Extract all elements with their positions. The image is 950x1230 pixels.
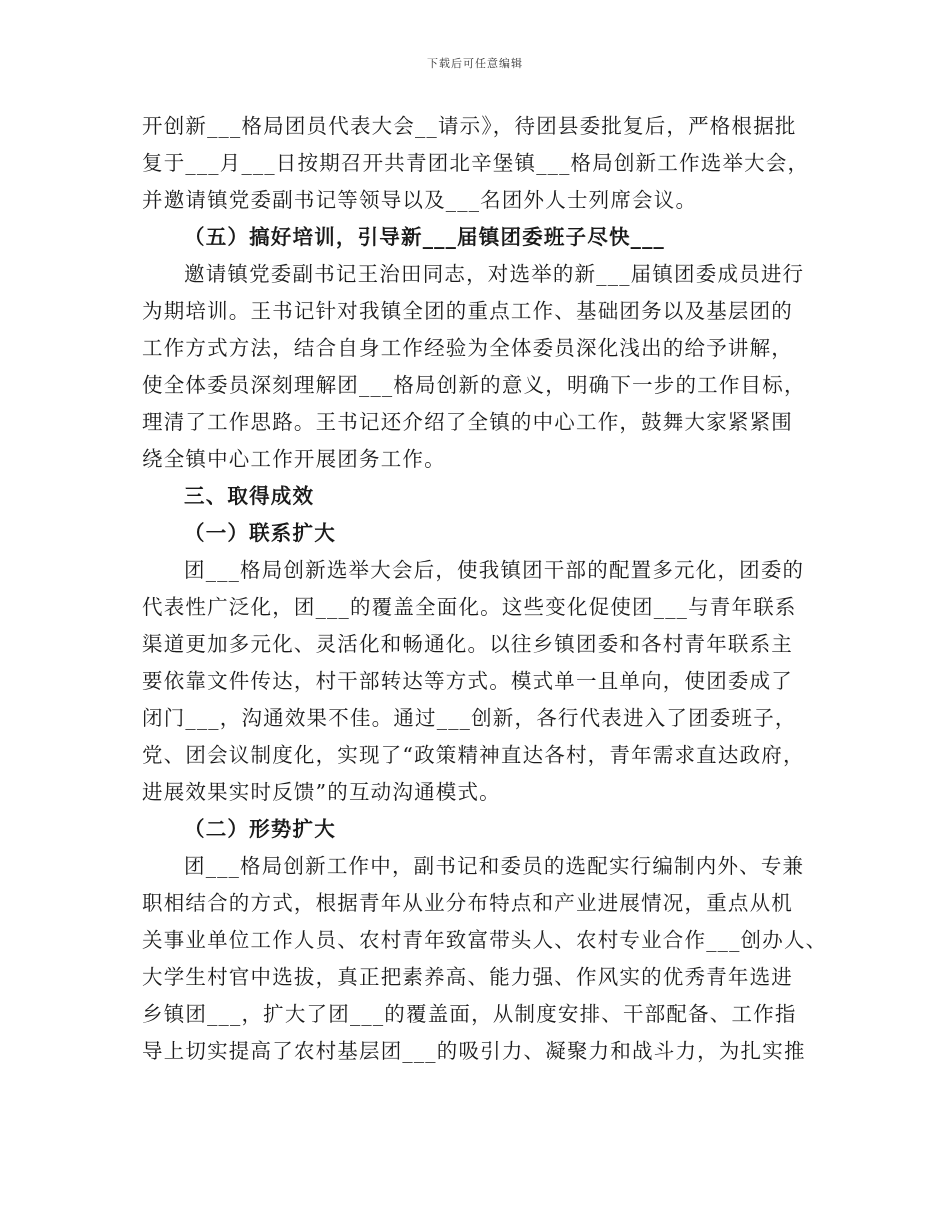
paragraph-line: 复于___月___日按期召开共青团北辛堡镇___格局创新工作选举大会，: [142, 151, 810, 175]
paragraph-line: 职相结合的方式，根据青年从业分布特点和产业进展情况，重点从机: [142, 891, 793, 915]
paragraph-line: 并邀请镇党委副书记等领导以及___名团外人士列席会议。: [142, 188, 698, 212]
paragraph-line: 邀请镇党委副书记王治田同志，对选举的新___届镇团委成员进行: [184, 262, 805, 286]
paragraph-line: 要依靠文件传达，村干部转达等方式。模式单一且单向，使团委成了: [142, 669, 793, 693]
paragraph-line: 闭门___，沟通效果不佳。通过___创新，各行代表进入了团委班子，: [142, 706, 797, 730]
paragraph-line: 关事业单位工作人员、农村青年致富带头人、农村专业合作___创办人、: [142, 928, 828, 952]
paragraph-line: 理清了工作思路。王书记还介绍了全镇的中心工作，鼓舞大家紧紧围: [142, 410, 793, 434]
paragraph-line: 大学生村官中选拔，真正把素养高、能力强、作风实的优秀青年选进: [142, 965, 793, 989]
section-heading: 三、取得成效: [184, 484, 315, 508]
document-body: [142, 108, 828, 1070]
paragraph-line: 使全体委员深刻理解团___格局创新的意义，明确下一步的工作目标，: [142, 373, 806, 397]
paragraph-line: 渠道更加多元化、灵活化和畅通化。以往乡镇团委和各村青年联系主: [142, 632, 793, 656]
paragraph-line: 乡镇团___，扩大了团___的覆盖面，从制度安排、干部配备、工作指: [142, 1002, 797, 1026]
paragraph-line: 为期培训。王书记针对我镇全团的重点工作、基础团务以及基层团的: [142, 299, 793, 323]
paragraph-line: 开创新___格局团员代表大会__请示》，待团县委批复后，严格根据批: [142, 114, 797, 138]
section-heading: （二）形势扩大: [184, 817, 336, 841]
paragraph-line: 团___格局创新工作中，副书记和委员的选配实行编制内外、专兼: [184, 854, 805, 878]
paragraph-line: 导上切实提高了农村基层团___的吸引力、凝聚力和战斗力，为扎实推: [142, 1039, 806, 1063]
paragraph-line: 团___格局创新选举大会后，使我镇团干部的配置多元化，团委的: [184, 558, 805, 582]
paragraph-line: 党、团会议制度化，实现了“政策精神直达各村，青年需求直达政府，: [142, 743, 805, 767]
page-header: 下载后可任意编辑: [427, 57, 523, 70]
section-heading: （一）联系扩大: [184, 521, 336, 545]
paragraph-line: 工作方式方法，结合自身工作经验为全体委员深化浅出的给予讲解，: [142, 336, 793, 360]
paragraph-line: 代表性广泛化，团___的覆盖全面化。这些变化促使团___与青年联系: [142, 595, 797, 619]
section-heading: （五）搞好培训，引导新___届镇团委班子尽快___: [184, 225, 665, 249]
paragraph-line: 绕全镇中心工作开展团务工作。: [142, 447, 446, 471]
paragraph-line: 进展效果实时反馈”的互动沟通模式。: [142, 780, 501, 804]
